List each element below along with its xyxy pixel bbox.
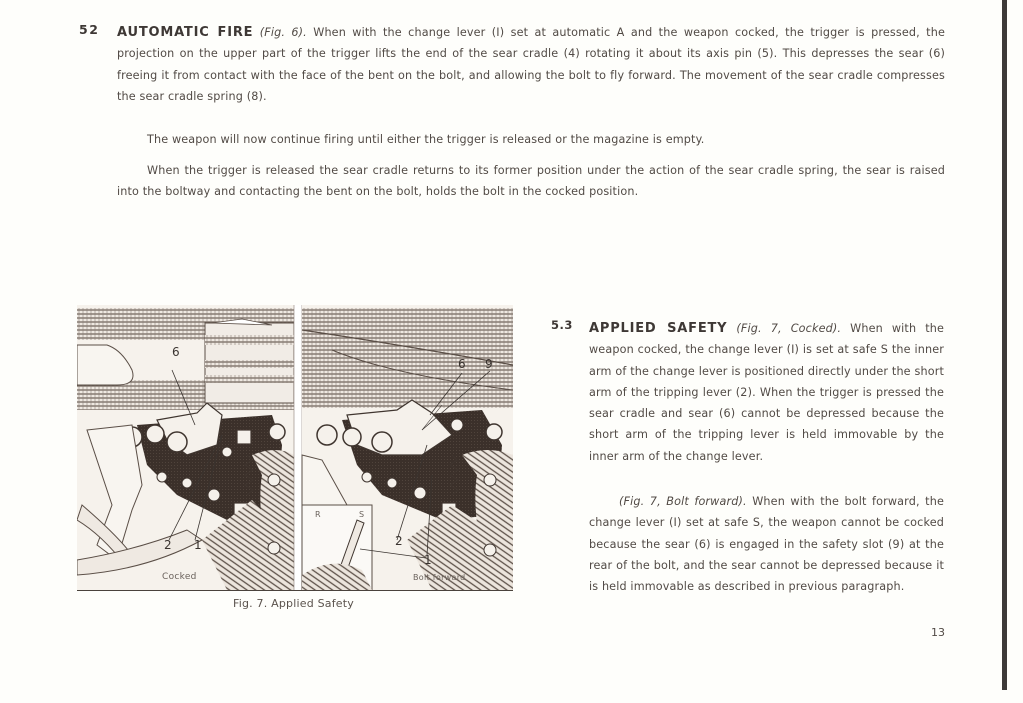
- figure-label-change-lever: 1: [194, 538, 202, 552]
- paragraph-text: The weapon will now continue firing until either the trigger is released or the magazine is empty.: [147, 133, 705, 146]
- figure-label-tripping-lever: 2: [395, 534, 403, 548]
- figure-reference: (Fig. 7, Cocked).: [736, 322, 842, 335]
- section-number-5-2: 52: [79, 22, 100, 37]
- paragraph-text: When with the change lever (I) set at automatic A and the weapon cocked, the trigger is pressed, the projection on the upper part of the trigger lifts the end of the sear cradle (4) rotating it about its axis pin (5). This depresses the sear (6) freeing it from contact with the face of the bent on the bolt, and allowing the bolt to fly forward. The movement of the sear cradle compresses the sear cradle spring (8).: [117, 26, 945, 103]
- figure-label-sear: 6: [172, 345, 180, 359]
- figure-label-change-lever: 1: [424, 553, 432, 567]
- page-number: 13: [931, 626, 945, 639]
- section-title-applied-safety: APPLIED SAFETY: [589, 321, 728, 336]
- figure-label-sear: 6: [458, 357, 466, 371]
- section-number-5-3: 5.3: [551, 318, 573, 332]
- section-5-3-paragraph-1: [589, 318, 944, 467]
- figure-label-safety-slot: 9: [485, 357, 493, 371]
- section-5-2-paragraph-1: [117, 22, 945, 107]
- figure-reference: (Fig. 7, Bolt forward).: [619, 495, 747, 508]
- figure-caption: Fig. 7. Applied Safety: [233, 597, 354, 610]
- mechanism-drawing: [77, 305, 513, 590]
- section-5-3-paragraph-2: [589, 491, 944, 597]
- figure-subtitle-cocked: Cocked: [162, 572, 197, 582]
- inset-label-r: R: [315, 510, 321, 519]
- inset-label-s: S: [359, 510, 365, 519]
- paragraph-text: When with the weapon cocked, the change lever (I) is set at safe S the inner arm of the change lever is positioned directly under the short arm of the tripping lever (2). When the trigger is pressed the sear cradle and sear (6) cannot be depressed because the short arm of the tripping lever is held immovable by the inner arm of the change lever.: [589, 322, 944, 463]
- section-title-automatic-fire: AUTOMATIC FIRE: [117, 25, 254, 40]
- section-5-2-paragraph-3: [117, 160, 945, 203]
- figure-7-illustration: [77, 305, 513, 591]
- right-panel-bolt-forward: [302, 305, 513, 590]
- figure-subtitle-bolt-forward: Bolt forward: [413, 573, 466, 582]
- paragraph-text: When the trigger is released the sear cradle returns to its former position under the action of the sear cradle spring, the sear is raised into the boltway and contacting the bent on the bolt, holds the bolt in the cocked position.: [117, 164, 945, 199]
- page-edge-border: [1002, 0, 1007, 690]
- figure-reference: (Fig. 6).: [259, 26, 307, 39]
- paragraph-text: When with the bolt forward, the change lever (I) set at safe S, the weapon cannot be cocked because the sear (6) is engaged in the safety slot (9) at the rear of the bolt, and the sear cannot be depressed because it is held immovable as described in previous paragraph.: [589, 495, 944, 594]
- left-panel-cocked: [77, 305, 294, 590]
- figure-label-tripping-lever: 2: [164, 538, 172, 552]
- section-5-2-paragraph-2: [117, 129, 945, 150]
